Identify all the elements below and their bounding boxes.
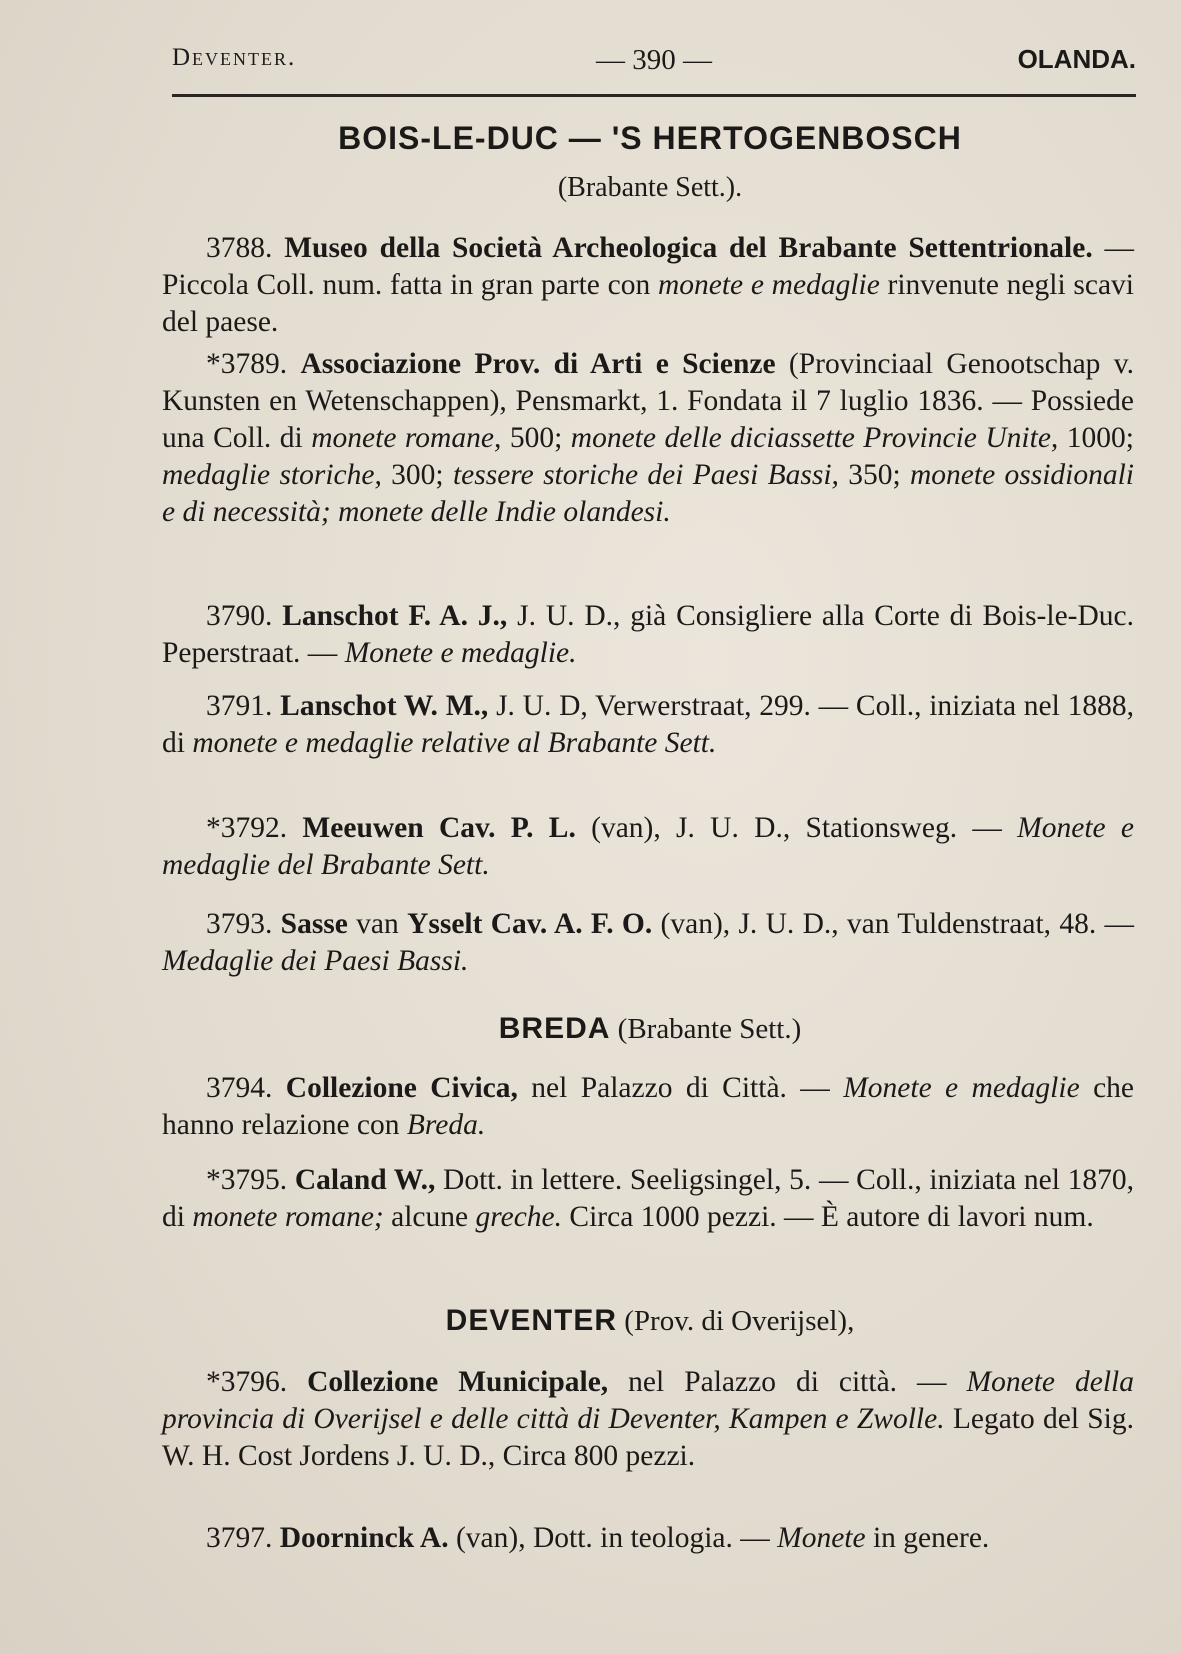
running-head-right: OLANDA.	[1017, 44, 1136, 74]
entry-3791: 3791. Lanschot W. M., J. U. D, Verwerstraat, 299. — Coll., iniziata nel 1888, di monete e medaglie relative al Brabante Sett.	[162, 690, 1134, 759]
header-rule	[172, 94, 1136, 97]
section-heading-breda: BREDA (Brabante Sett.)	[498, 1012, 802, 1045]
running-head	[172, 44, 1136, 84]
section-heading-deventer: DEVENTER (Prov. di Overijsel),	[445, 1304, 855, 1337]
entry-3797: 3797. Doorninck A. (van), Dott. in teologia. — Monete in genere.	[206, 1522, 990, 1554]
entry-3794: 3794. Collezione Civica, nel Palazzo di Città. — Monete e medaglie che hanno relazione con Breda.	[162, 1072, 1134, 1141]
entry-3790: 3790. Lanschot F. A. J., J. U. D., già Consigliere alla Corte di Bois-le-Duc. Peperstraat. — Monete e medaglie.	[162, 600, 1135, 669]
entry-3793: 3793. Sasse van Ysselt Cav. A. F. O. (van), J. U. D., van Tuldenstraat, 48. — Medaglie dei Paesi Bassi.	[162, 908, 1135, 977]
entry-3792: *3792. Meeuwen Cav. P. L. (van), J. U. D., Stationsweg. — Monete e medaglie del Brabante Sett.	[162, 812, 1134, 881]
page-number: — 390 —	[596, 44, 712, 76]
entry-3789: *3789. Associazione Prov. di Arti e Scienze (Provinciaal Genootschap v. Kunsten en Wetenschappen), Pensmarkt, 1. Fondata il 7 luglio 1836. — Possiede una Coll. di monete romane, 500; monete delle diciassette Provincie Unite, 1000; medaglie storiche, 300; tessere storiche dei Paesi Bassi, 350; monete ossidionali e di necessità; monete delle Indie olandesi.	[162, 348, 1134, 528]
section-subheading: (Brabante Sett.).	[557, 172, 743, 203]
entry-3788: 3788. Museo della Società Archeologica del Brabante Settentrionale. — Piccola Coll. num. fatta in gran parte con monete e medaglie rinvenute negli scavi del paese.	[162, 232, 1135, 338]
section-heading-bois-le-duc: BOIS-LE-DUC — 'S HERTOGENBOSCH	[338, 120, 962, 156]
entry-3795: *3795. Caland W., Dott. in lettere. Seeligsingel, 5. — Coll., iniziata nel 1870, di monete romane; alcune greche. Circa 1000 pezzi. — È autore di lavori num.	[162, 1164, 1134, 1233]
entry-3796: *3796. Collezione Municipale, nel Palazzo di città. — Monete della provincia di Overijsel e delle città di Deventer, Kampen e Zwolle. Legato del Sig. W. H. Cost Jordens J. U. D., Circa 800 pezzi.	[162, 1366, 1134, 1472]
running-head-left: Deventer.	[172, 44, 297, 71]
